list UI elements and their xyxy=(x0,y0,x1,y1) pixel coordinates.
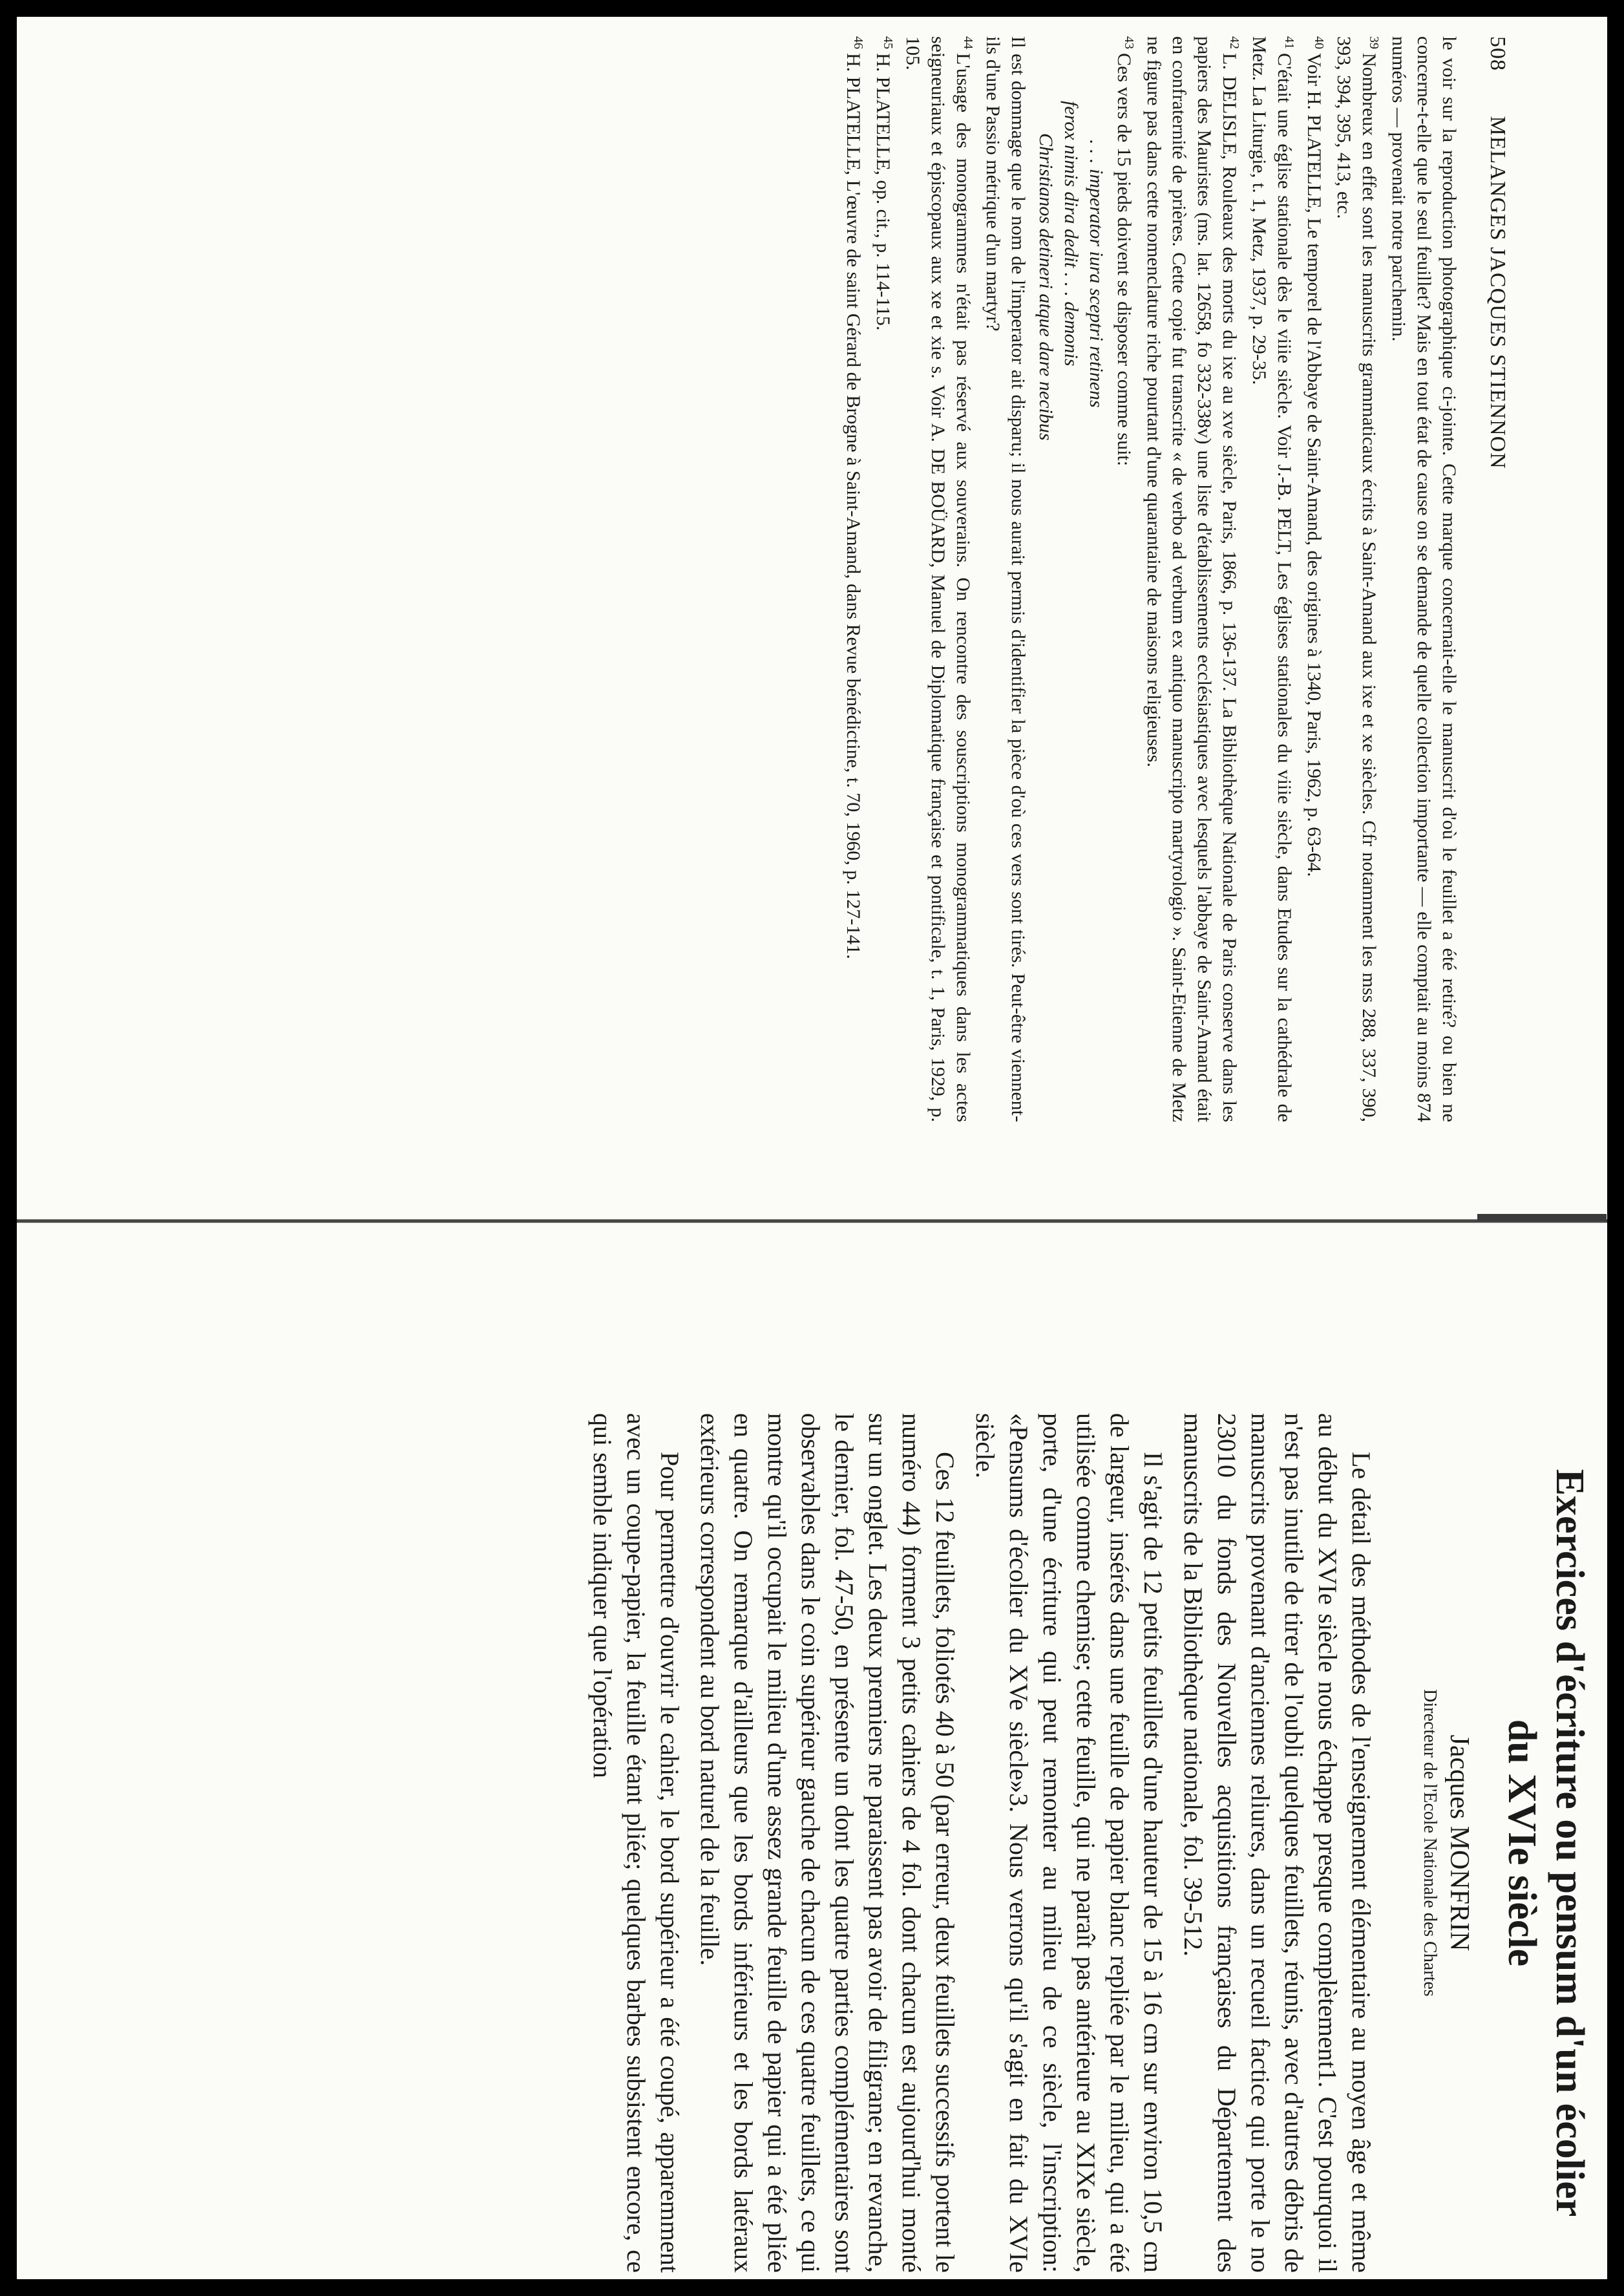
footnote-text: C'était une église stationale dès le viiie siècle. Voir J.-B. PELT, Les églises stationales du viiie siècle, dans Etudes sur la cathédrale de Metz. La Liturgie, t. 1, Metz, 1937, p. 29-35. xyxy=(1249,36,1295,1122)
footnote-43-continuation: Il est dommage que le nom de l'imperator ait disparu; il nous aurait permis d'identifier la pièce d'où ces vers sont tirés. Peut-être viennent-ils d'une Passio métrique d'un martyr? xyxy=(982,36,1029,1122)
footnote-41 xyxy=(1247,36,1302,1122)
verse-line: . . . imperator iura sceptri retinens xyxy=(1086,140,1107,408)
footnote-46 xyxy=(841,36,870,1122)
footnote-39 xyxy=(1331,36,1386,1122)
right-page xyxy=(88,1407,1594,2279)
footnote-text: H. PLATELLE, L'œuvre de saint Gérard de Brogne à Saint-Amand, dans Revue bénédictine, t. 70, 1960, p. 127-141. xyxy=(843,53,864,959)
body-paragraph: Il s'agit de 12 petits feuillets d'une hauteur de 15 à 16 cm sur environ 10,5 cm de largeur, insérés dans une feuille de papier blanc repliée par le milieu, qui a été utilisée comme chemise; cette feuille, qui ne paraît pas antérieure au XIXe siècle, porte, d'une écriture qui peut remonter au milieu de ce siècle, l'inscription: «Pensums d'écolier du XVe siècle»3. Nous verrons qu'il s'agit en fait du XVIe siècle. xyxy=(971,1413,1168,2273)
footnote-number: 41 xyxy=(1282,36,1296,49)
article-title-line: Exercices d'écriture ou pensum d'un écolier xyxy=(1548,1469,1592,2217)
footnote-number: 46 xyxy=(851,36,865,49)
footnote-continuation: le voir sur la reproduction photographique ci-jointe. Cette marque concernait-elle le manuscrit d'où le feuillet a été retiré? ou bien ne concerne-t-elle que le seul feuillet? Mais en tout état de cause on se demande de quelle collection importante — elle comptait au moins 874 numéros — provenait notre parchemin. xyxy=(1388,36,1460,1122)
body-paragraph: Pour permettre d'ouvrir le cahier, le bord supérieur a été coupé, apparemment avec un coupe-papier, la feuille étant pliée; quelques barbes subsistent encore, ce qui semble indiquer que l'opération xyxy=(588,1413,684,2273)
footnote-42 xyxy=(1141,36,1247,1122)
footnote-number: 39 xyxy=(1367,36,1381,49)
body-paragraph: Le détail des méthodes de l'enseignement élémentaire au moyen âge et même au début du XVIe siècle nous échappe presque complètement1. C'est pourquoi il n'est pas inutile de tirer de l'oubli quelques feuillets, réunis, avec d'autres débris de manuscrits provenant d'anciennes reliures, dans un recueil factice qui porte le no 23010 du fonds des Nouvelles acquisitions françaises du Département des manuscrits de la Bibliothèque nationale, fol. 39-512. xyxy=(1179,1413,1376,2273)
footnote-number: 45 xyxy=(881,36,895,49)
footnote-text: Voir H. PLATELLE, Le temporel de l'Abbaye de Saint-Amand, des origines à 1340, Paris, 1962, p. 63-64. xyxy=(1303,53,1325,877)
article-author: Jacques MONFRIN xyxy=(1444,1734,1474,1951)
footnote-43 xyxy=(1112,36,1141,1122)
footnote-text: L. DELISLE, Rouleaux des morts du ixe au xve siècle, Paris, 1866, p. 136-137. La Bibliothèque Nationale de Paris conserve dans les papiers des Mauristes (ms. lat. 12658, fo 332-338v) une liste d'établissements ecclésiastiques avec lesquels l'abbaye de Saint-Amand était en confraternité de prières. Cette copie fut transcrite « de verbo ad verbum ex antiquo manuscripto martyrologio ». Saint-Etienne de Metz ne figure pas dans cette nomenclature riche pourtant d'une quarantaine de maisons religieuses. xyxy=(1143,36,1240,1122)
footnote-number: 40 xyxy=(1312,36,1326,49)
footnote-text: L'usage des monogrammes n'était pas réservé aux souverains. On rencontre des souscriptions monogrammatiques dans les actes seigneuriaux et épiscopaux aux xe et xie s. Voir A. DE BOÜARD, Manuel de Diplomatique française et pontificale, t. 1, Paris, 1929, p. 105. xyxy=(902,36,974,1122)
footnote-number: 43 xyxy=(1122,36,1136,49)
footnote-40 xyxy=(1302,36,1331,1122)
scanned-spread xyxy=(17,17,1607,2279)
page-number: 508 xyxy=(1486,36,1510,71)
verse-line: Christianos detineri atque dare necibus xyxy=(1035,133,1057,441)
article-title xyxy=(1498,1413,1594,2273)
body-paragraph: Ces 12 feuillets, foliotés 40 à 50 (par erreur, deux feuillets successifs portent le numéro 44) forment 3 petits cahiers de 4 fol. dont chacun est aujourd'hui monté sur un onglet. Les deux premiers ne paraissent pas avoir de filigrane; en revanche, le dernier, fol. 47-50, en présente un dont les quatre parties complémentaires sont observables dans le coin supérieur gauche de chacun de ces quatre feuillets, ce qui montre qu'il occupait le milieu d'une assez grande feuille de papier qui a été pliée en quatre. On remarque d'ailleurs que les bords inférieurs et les bords latéraux extérieurs correspondent au bord naturel de la feuille. xyxy=(695,1413,960,2273)
running-head-title: MELANGES JACQUES STIENNON xyxy=(1486,116,1510,469)
footnote-text: H. PLATELLE, op. cit., p. 114-115. xyxy=(872,53,894,331)
left-page xyxy=(605,30,1510,1129)
footnote-45 xyxy=(870,36,900,1122)
footnote-text: Ces vers de 15 pieds doivent se disposer comme suit: xyxy=(1113,53,1135,467)
verse-line: ferox nimis dira dedit . . . demonis xyxy=(1060,101,1082,367)
running-head xyxy=(1485,36,1510,1122)
footnote-text: Nombreux en effet sont les manuscrits grammaticaux écrits à Saint-Amand aux ixe et xe siècles. Cfr notamment les mss 288, 337, 390, 393, 394, 395, 413, etc. xyxy=(1333,36,1380,1122)
footnote-number: 42 xyxy=(1227,36,1241,49)
page-fold xyxy=(17,1219,1607,1223)
page-fold-shadow xyxy=(1477,1214,1607,1220)
article-title-line: du XVIe siècle xyxy=(1500,1719,1544,1967)
verse-block xyxy=(1033,36,1109,1122)
footnote-44 xyxy=(900,36,980,1122)
footnote-number: 44 xyxy=(961,36,975,49)
author-affiliation: Directeur de l'Ecole Nationale des Chartes xyxy=(1420,1689,1440,1997)
